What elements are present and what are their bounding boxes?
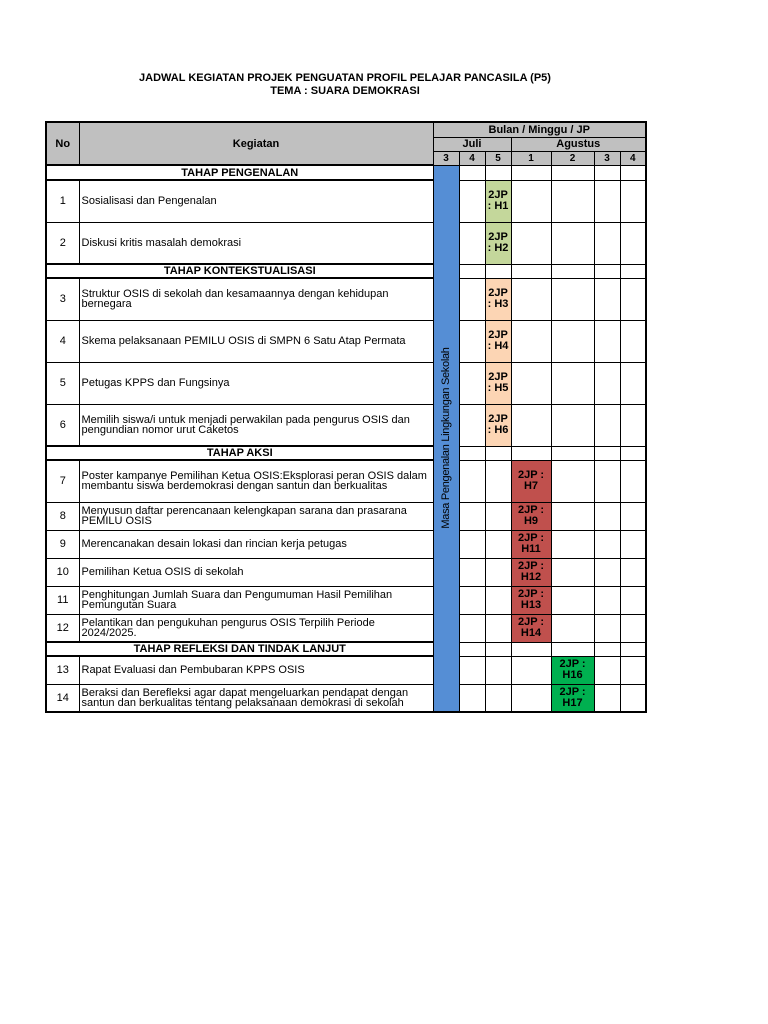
header-no: No (46, 122, 79, 165)
row-no: 2 (46, 222, 79, 264)
row-jp: 2JP : H9 (511, 502, 551, 530)
row-activity: Merencanakan desain lokasi dan rincian kerja petugas (79, 530, 433, 558)
row-jp: 2JP : H11 (511, 530, 551, 558)
row-activity: Rapat Evaluasi dan Pembubaran KPPS OSIS (79, 656, 433, 684)
row-no: 7 (46, 460, 79, 502)
header-month-juli: Juli (433, 137, 511, 151)
row-jp: 2JP : H6 (485, 404, 511, 446)
row-jp: 2JP : H12 (511, 558, 551, 586)
row-no: 14 (46, 684, 79, 712)
header-week: 4 (620, 151, 646, 165)
header-week: 3 (433, 151, 459, 165)
header-week: 4 (459, 151, 485, 165)
school-orientation-period-bar (433, 165, 459, 712)
row-no: 1 (46, 180, 79, 222)
row-no: 8 (46, 502, 79, 530)
row-jp: 2JP : H14 (511, 614, 551, 642)
phase-label: TAHAP KONTEKSTUALISASI (46, 264, 433, 278)
row-activity: Sosialisasi dan Pengenalan (79, 180, 433, 222)
phase-label: TAHAP PENGENALAN (46, 165, 433, 180)
row-no: 6 (46, 404, 79, 446)
row-activity: Struktur OSIS di sekolah dan kesamaannya dengan kehidupan bernegara (79, 278, 433, 320)
row-no: 11 (46, 586, 79, 614)
row-no: 12 (46, 614, 79, 642)
document-subtitle: TEMA : SUARA DEMOKRASI (270, 85, 420, 97)
row-jp: 2JP : H4 (485, 320, 511, 362)
row-no: 3 (46, 278, 79, 320)
row-no: 9 (46, 530, 79, 558)
row-no: 4 (46, 320, 79, 362)
schedule-table (45, 121, 647, 713)
row-jp: 2JP : H7 (511, 460, 551, 502)
row-jp: 2JP : H13 (511, 586, 551, 614)
row-jp: 2JP : H2 (485, 222, 511, 264)
row-activity: Penghitungan Jumlah Suara dan Pengumuman Hasil Pemilihan Pemungutan Suara (79, 586, 433, 614)
row-jp: 2JP : H3 (485, 278, 511, 320)
header-week: 5 (485, 151, 511, 165)
row-no: 13 (46, 656, 79, 684)
document-title: JADWAL KEGIATAN PROJEK PENGUATAN PROFIL PELAJAR PANCASILA (P5) (139, 72, 551, 84)
row-activity: Pelantikan dan pengukuhan pengurus OSIS Terpilih Periode 2024/2025. (79, 614, 433, 642)
row-activity: Skema pelaksanaan PEMILU OSIS di SMPN 6 Satu Atap Permata (79, 320, 433, 362)
row-activity: Memilih siswa/i untuk menjadi perwakilan pada pengurus OSIS dan pengundian nomor urut Caketos (79, 404, 433, 446)
header-week: 3 (594, 151, 620, 165)
row-no: 5 (46, 362, 79, 404)
row-activity: Diskusi kritis masalah demokrasi (79, 222, 433, 264)
row-activity: Poster kampanye Pemilihan Ketua OSIS:Eksplorasi peran OSIS dalam membantu siswa berdemokrasi dengan santun dan berkualitas (79, 460, 433, 502)
header-period: Bulan / Minggu / JP (433, 122, 646, 137)
header-week: 1 (511, 151, 551, 165)
row-activity: Beraksi dan Berefleksi agar dapat mengeluarkan pendapat dengan santun dan berkualitas tentang pelaksanaan demokrasi di sekolah (79, 684, 433, 712)
vertical-label: Masa Pengenalan Lingkungan Sekolah (440, 347, 452, 529)
row-jp: 2JP : H17 (551, 684, 594, 712)
header-month-agustus: Agustus (511, 137, 646, 151)
header-week: 2 (551, 151, 594, 165)
phase-label: TAHAP AKSI (46, 446, 433, 460)
row-jp: 2JP : H1 (485, 180, 511, 222)
row-jp: 2JP : H5 (485, 362, 511, 404)
row-activity: Pemilihan Ketua OSIS di sekolah (79, 558, 433, 586)
row-activity: Menyusun daftar perencanaan kelengkapan sarana dan prasarana PEMILU OSIS (79, 502, 433, 530)
row-no: 10 (46, 558, 79, 586)
phase-label: TAHAP REFLEKSI DAN TINDAK LANJUT (46, 642, 433, 656)
row-jp: 2JP : H16 (551, 656, 594, 684)
header-activity: Kegiatan (79, 122, 433, 165)
row-activity: Petugas KPPS dan Fungsinya (79, 362, 433, 404)
